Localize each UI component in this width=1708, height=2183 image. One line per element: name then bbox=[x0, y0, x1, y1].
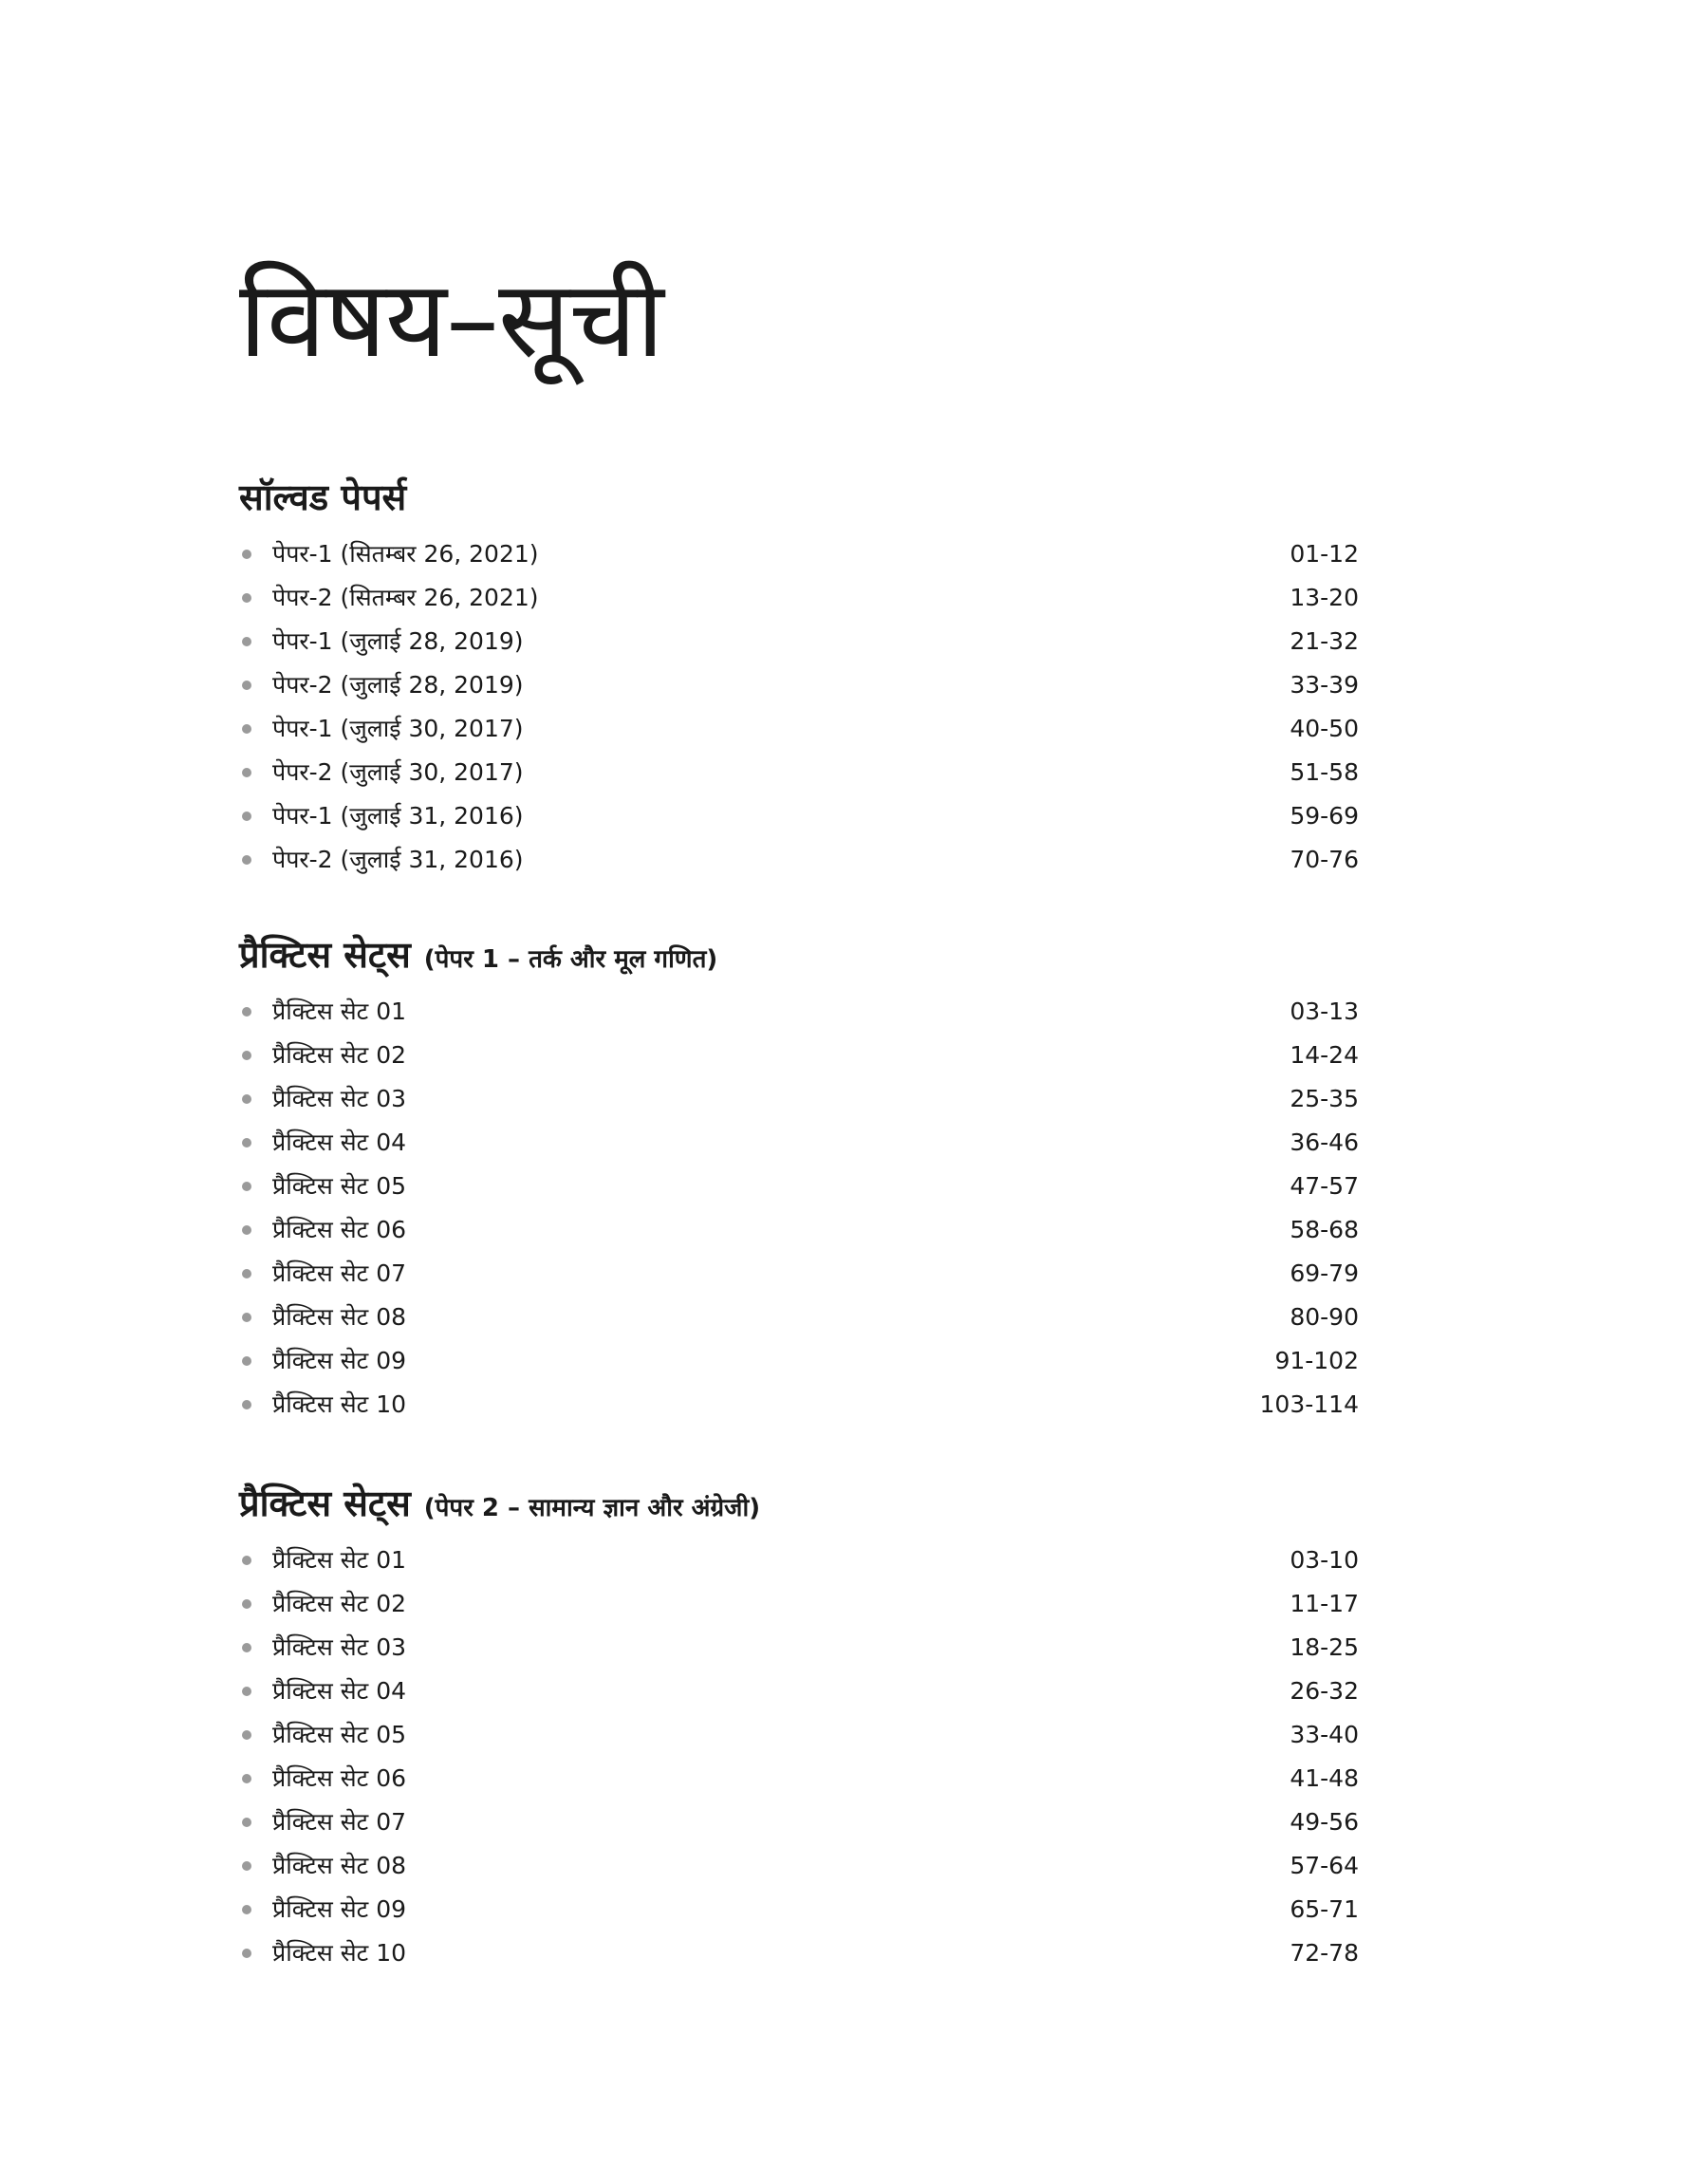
toc-list bbox=[239, 1539, 1359, 1975]
toc-entry-pages: 58-68 bbox=[1290, 1216, 1359, 1244]
toc-entry[interactable] bbox=[239, 751, 1359, 794]
toc-entry[interactable] bbox=[239, 1670, 1359, 1713]
toc-entry-pages: 14-24 bbox=[1290, 1041, 1359, 1070]
bullet-icon bbox=[242, 1269, 251, 1278]
section-solved-papers bbox=[239, 475, 1359, 882]
bullet-icon bbox=[242, 1730, 251, 1740]
toc-entry-pages: 70-76 bbox=[1290, 846, 1359, 874]
bullet-icon bbox=[242, 1861, 251, 1871]
bullet-icon bbox=[242, 1313, 251, 1322]
toc-entry-pages: 13-20 bbox=[1290, 584, 1359, 612]
bullet-icon bbox=[242, 1599, 251, 1609]
bullet-icon bbox=[242, 1905, 251, 1914]
toc-entry-pages: 33-40 bbox=[1290, 1721, 1359, 1749]
toc-entry[interactable] bbox=[239, 1034, 1359, 1077]
toc-entry-label: प्रैक्टिस सेट 03 bbox=[272, 1085, 407, 1113]
section-heading bbox=[239, 475, 1359, 521]
section-heading-text: प्रैक्टिस सेट्स bbox=[239, 1483, 411, 1524]
toc-list bbox=[239, 532, 1359, 882]
bullet-icon bbox=[242, 768, 251, 777]
toc-entry-label: प्रैक्टिस सेट 05 bbox=[272, 1721, 407, 1749]
toc-entry-label: प्रैक्टिस सेट 04 bbox=[272, 1677, 407, 1706]
toc-entry-pages: 51-58 bbox=[1290, 758, 1359, 787]
bullet-icon bbox=[242, 724, 251, 734]
toc-entry[interactable] bbox=[239, 1208, 1359, 1252]
toc-list bbox=[239, 990, 1359, 1427]
toc-entry[interactable] bbox=[239, 1252, 1359, 1296]
toc-entry[interactable] bbox=[239, 1539, 1359, 1582]
toc-entry-label: प्रैक्टिस सेट 04 bbox=[272, 1129, 407, 1157]
toc-entry[interactable] bbox=[239, 1077, 1359, 1121]
toc-entry[interactable] bbox=[239, 990, 1359, 1034]
toc-entry-label: प्रैक्टिस सेट 06 bbox=[272, 1764, 407, 1793]
toc-entry[interactable] bbox=[239, 1931, 1359, 1975]
bullet-icon bbox=[242, 1182, 251, 1191]
bullet-icon bbox=[242, 1949, 251, 1958]
toc-entry[interactable] bbox=[239, 1844, 1359, 1888]
toc-entry-label: प्रैक्टिस सेट 08 bbox=[272, 1852, 407, 1880]
toc-entry-label: पेपर-2 (जुलाई 30, 2017) bbox=[272, 758, 524, 787]
toc-entry[interactable] bbox=[239, 1121, 1359, 1165]
toc-entry[interactable] bbox=[239, 1339, 1359, 1383]
toc-entry-pages: 65-71 bbox=[1290, 1895, 1359, 1924]
toc-entry-label: प्रैक्टिस सेट 01 bbox=[272, 998, 407, 1026]
toc-entry[interactable] bbox=[239, 532, 1359, 576]
toc-entry-pages: 40-50 bbox=[1290, 715, 1359, 743]
toc-entry[interactable] bbox=[239, 1296, 1359, 1339]
toc-entry[interactable] bbox=[239, 838, 1359, 882]
bullet-icon bbox=[242, 1556, 251, 1565]
bullet-icon bbox=[242, 1051, 251, 1060]
toc-entry-label: प्रैक्टिस सेट 02 bbox=[272, 1590, 407, 1618]
toc-entry-label: प्रैक्टिस सेट 03 bbox=[272, 1633, 407, 1662]
toc-entry-pages: 41-48 bbox=[1290, 1764, 1359, 1793]
toc-entry-pages: 69-79 bbox=[1290, 1259, 1359, 1288]
toc-entry-pages: 72-78 bbox=[1290, 1939, 1359, 1968]
toc-entry-label: प्रैक्टिस सेट 02 bbox=[272, 1041, 407, 1070]
bullet-icon bbox=[242, 1400, 251, 1409]
toc-entry-label: प्रैक्टिस सेट 10 bbox=[272, 1390, 407, 1419]
toc-entry-label: प्रैक्टिस सेट 01 bbox=[272, 1546, 407, 1575]
toc-entry-label: पेपर-1 (सितम्बर 26, 2021) bbox=[272, 540, 539, 569]
toc-entry-pages: 36-46 bbox=[1290, 1129, 1359, 1157]
toc-entry-pages: 57-64 bbox=[1290, 1852, 1359, 1880]
toc-entry[interactable] bbox=[239, 1757, 1359, 1801]
toc-entry[interactable] bbox=[239, 576, 1359, 620]
bullet-icon bbox=[242, 1094, 251, 1104]
toc-entry-label: पेपर-2 (जुलाई 31, 2016) bbox=[272, 846, 524, 874]
toc-entry[interactable] bbox=[239, 663, 1359, 707]
bullet-icon bbox=[242, 1818, 251, 1827]
toc-entry-label: प्रैक्टिस सेट 10 bbox=[272, 1939, 407, 1968]
bullet-icon bbox=[242, 1687, 251, 1696]
page-title: विषय–सूची bbox=[239, 258, 663, 382]
toc-entry-pages: 21-32 bbox=[1290, 627, 1359, 656]
section-subheading: (पेपर 1 – तर्क और मूल गणित) bbox=[423, 945, 718, 974]
toc-entry-pages: 59-69 bbox=[1290, 802, 1359, 830]
toc-entry-label: पेपर-1 (जुलाई 28, 2019) bbox=[272, 627, 524, 656]
toc-entry-pages: 26-32 bbox=[1290, 1677, 1359, 1706]
bullet-icon bbox=[242, 1643, 251, 1652]
bullet-icon bbox=[242, 1225, 251, 1235]
section-heading-text: सॉल्वड पेपर्स bbox=[239, 476, 407, 518]
toc-entry-pages: 33-39 bbox=[1290, 671, 1359, 700]
toc-entry[interactable] bbox=[239, 1383, 1359, 1427]
bullet-icon bbox=[242, 681, 251, 690]
toc-entry-pages: 03-10 bbox=[1290, 1546, 1359, 1575]
toc-entry-label: पेपर-2 (जुलाई 28, 2019) bbox=[272, 671, 524, 700]
toc-entry-pages: 91-102 bbox=[1274, 1347, 1359, 1375]
bullet-icon bbox=[242, 855, 251, 865]
bullet-icon bbox=[242, 812, 251, 821]
toc-entry-label: पेपर-1 (जुलाई 31, 2016) bbox=[272, 802, 524, 830]
section-heading bbox=[239, 932, 1359, 979]
toc-entry[interactable] bbox=[239, 1626, 1359, 1670]
bullet-icon bbox=[242, 1007, 251, 1017]
toc-entry-label: प्रैक्टिस सेट 09 bbox=[272, 1895, 407, 1924]
bullet-icon bbox=[242, 1356, 251, 1366]
toc-entry-label: प्रैक्टिस सेट 07 bbox=[272, 1808, 407, 1837]
toc-entry-label: प्रैक्टिस सेट 09 bbox=[272, 1347, 407, 1375]
bullet-icon bbox=[242, 550, 251, 559]
toc-entry-pages: 47-57 bbox=[1290, 1172, 1359, 1201]
toc-entry-pages: 80-90 bbox=[1290, 1303, 1359, 1332]
toc-entry[interactable] bbox=[239, 707, 1359, 751]
section-heading bbox=[239, 1481, 1359, 1527]
toc-entry-pages: 49-56 bbox=[1290, 1808, 1359, 1837]
section-practice-sets-paper-2 bbox=[239, 1481, 1359, 1975]
toc-entry-label: प्रैक्टिस सेट 07 bbox=[272, 1259, 407, 1288]
toc-entry[interactable] bbox=[239, 794, 1359, 838]
toc-entry-pages: 01-12 bbox=[1290, 540, 1359, 569]
toc-entry[interactable] bbox=[239, 1888, 1359, 1931]
toc-entry[interactable] bbox=[239, 1582, 1359, 1626]
toc-entry-label: पेपर-2 (सितम्बर 26, 2021) bbox=[272, 584, 539, 612]
toc-entry[interactable] bbox=[239, 1801, 1359, 1844]
toc-entry-pages: 18-25 bbox=[1290, 1633, 1359, 1662]
section-heading-text: प्रैक्टिस सेट्स bbox=[239, 934, 411, 976]
bullet-icon bbox=[242, 1774, 251, 1783]
toc-entry-pages: 03-13 bbox=[1290, 998, 1359, 1026]
toc-entry-label: प्रैक्टिस सेट 06 bbox=[272, 1216, 407, 1244]
section-subheading: (पेपर 2 – सामान्य ज्ञान और अंग्रेजी) bbox=[423, 1494, 761, 1522]
bullet-icon bbox=[242, 1138, 251, 1147]
toc-entry-label: प्रैक्टिस सेट 08 bbox=[272, 1303, 407, 1332]
section-practice-sets-paper-1 bbox=[239, 932, 1359, 1427]
toc-entry[interactable] bbox=[239, 1165, 1359, 1208]
toc-entry-label: प्रैक्टिस सेट 05 bbox=[272, 1172, 407, 1201]
bullet-icon bbox=[242, 637, 251, 646]
toc-entry[interactable] bbox=[239, 1713, 1359, 1757]
toc-entry-label: पेपर-1 (जुलाई 30, 2017) bbox=[272, 715, 524, 743]
toc-entry-pages: 11-17 bbox=[1290, 1590, 1359, 1618]
toc-entry[interactable] bbox=[239, 620, 1359, 663]
bullet-icon bbox=[242, 593, 251, 603]
toc-entry-pages: 103-114 bbox=[1259, 1390, 1359, 1419]
toc-entry-pages: 25-35 bbox=[1290, 1085, 1359, 1113]
